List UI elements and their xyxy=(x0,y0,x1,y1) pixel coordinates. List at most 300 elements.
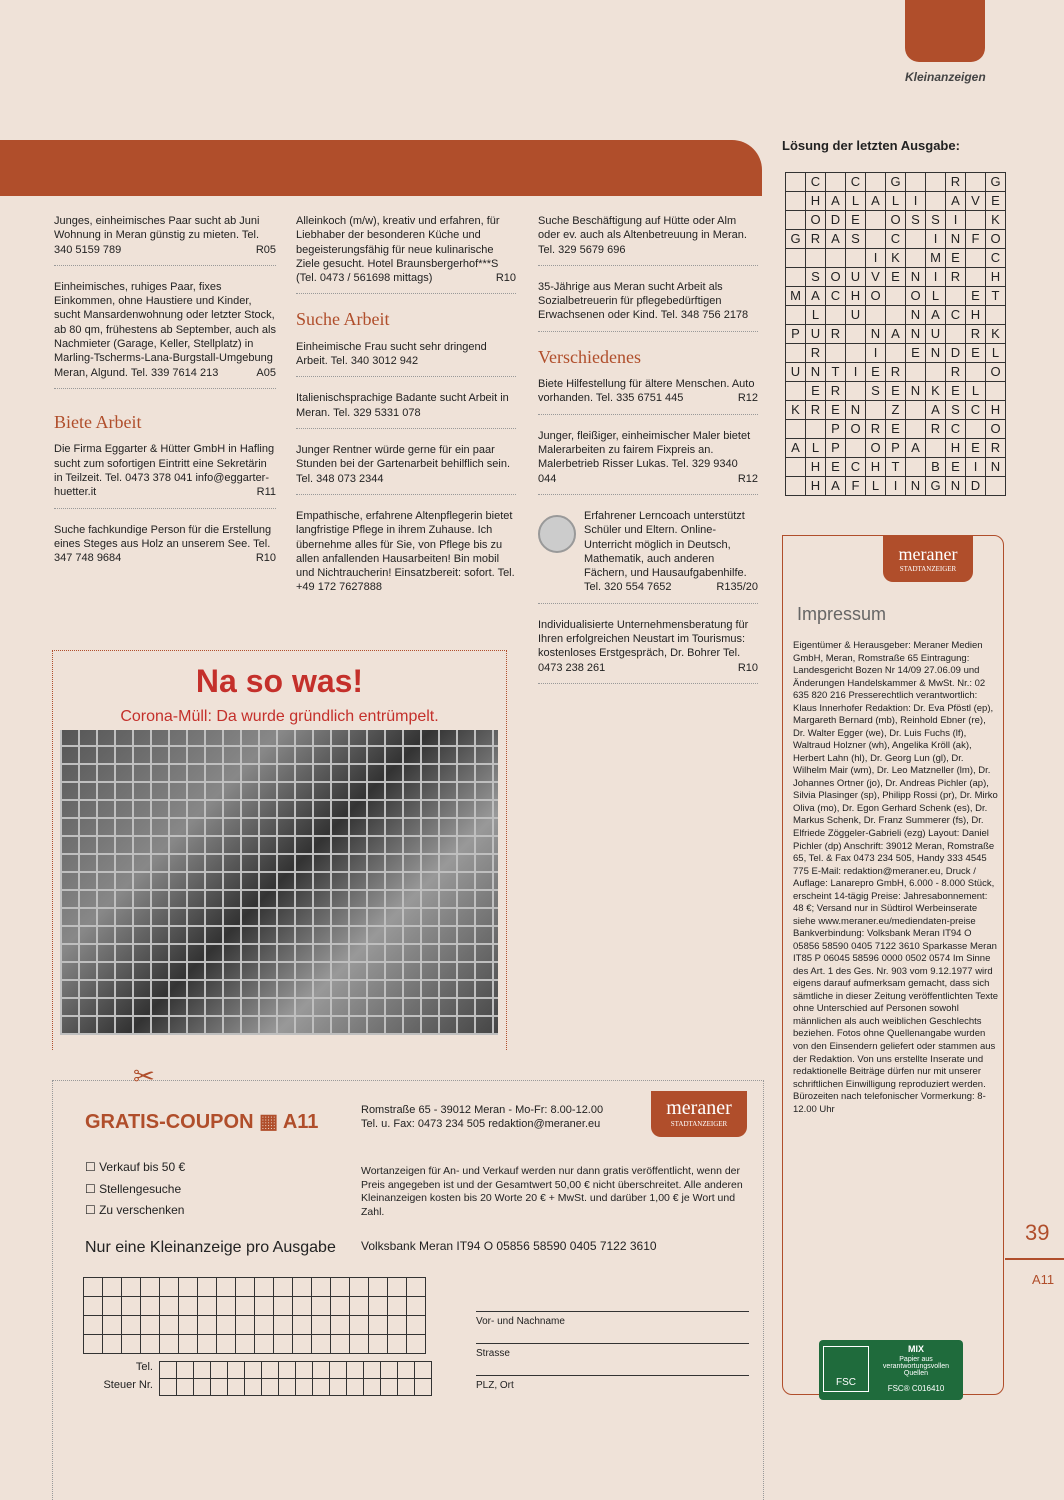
crossword-cell xyxy=(966,249,986,268)
text-grid[interactable] xyxy=(83,1277,426,1354)
grid-cell[interactable] xyxy=(141,1335,160,1354)
crossword-cell: U xyxy=(786,363,806,382)
ad-item: Erfahrener Lerncoach unterstützt Schüler und Eltern. Online-Unterricht möglich in Deutsch, Mathematik, auch anderen Fächern, und Hausaufgabenhilfe. Tel. 320 554 7652 R135/20 xyxy=(538,509,758,604)
heading-suche-arbeit: Suche Arbeit xyxy=(296,309,390,330)
scissors-icon: ✂ xyxy=(133,1061,155,1091)
grid-cell[interactable] xyxy=(255,1316,274,1335)
grid-cell[interactable] xyxy=(331,1278,350,1297)
page-number: 39 xyxy=(1025,1220,1050,1245)
grid-cell[interactable] xyxy=(236,1297,255,1316)
grid-cell[interactable] xyxy=(228,1362,245,1379)
grid-cell[interactable] xyxy=(364,1362,381,1379)
crossword-cell: L xyxy=(886,192,906,211)
grid-cell[interactable] xyxy=(211,1379,228,1396)
crossword-cell: O xyxy=(886,211,906,230)
ad-item: Einheimisches, ruhiges Paar, fixes Einkommen, ohne Haustiere und Kinder, sucht Mansardenwohnung oder letzter Stock, ab 80 qm, frühestens ab September, auch als Nachmieter (Garage, Keller, Stellplatz) in Marling-Tscherms-Lana-Burgstall-Umgebung Meran, Algund. Tel. 339 7614 213 A05 xyxy=(54,280,276,389)
crossword-cell: O xyxy=(846,420,866,439)
ad-item: Junger, fleißiger, einheimischer Maler bietet Malerarbeiten zu fairem Fixpreis an. Malerbetrieb Risser Lukas. Tel. 329 9340 044 R12 xyxy=(538,429,758,495)
crossword-cell: S xyxy=(906,211,926,230)
crossword-cell: E xyxy=(806,382,826,401)
crossword-cell: S xyxy=(846,230,866,249)
crossword-cell: N xyxy=(846,401,866,420)
grid-cell[interactable] xyxy=(103,1278,122,1297)
crossword-cell: N xyxy=(906,477,926,496)
crossword-cell xyxy=(786,173,806,192)
crossword-cell: A xyxy=(926,401,946,420)
crossword-cell: C xyxy=(986,249,1006,268)
grid-cell[interactable] xyxy=(369,1316,388,1335)
crossword-cell xyxy=(986,382,1006,401)
crossword-cell: I xyxy=(906,192,926,211)
grid-cell[interactable] xyxy=(198,1316,217,1335)
fsc-logo-icon: FSC xyxy=(823,1346,869,1392)
crossword-cell: R xyxy=(826,325,846,344)
crossword-cell: L xyxy=(806,439,826,458)
grid-cell[interactable] xyxy=(350,1297,369,1316)
crossword-cell xyxy=(786,477,806,496)
crossword-cell: K xyxy=(986,325,1006,344)
crossword-cell: D xyxy=(966,477,986,496)
grid-cell[interactable] xyxy=(388,1316,407,1335)
crossword-cell: E xyxy=(886,420,906,439)
crossword-cell: N xyxy=(906,325,926,344)
crossword-cell: E xyxy=(966,287,986,306)
crossword-cell: K xyxy=(786,401,806,420)
crossword-cell: I xyxy=(946,211,966,230)
crossword-cell: L xyxy=(846,192,866,211)
crossword-cell: L xyxy=(966,382,986,401)
grid-cell[interactable] xyxy=(274,1278,293,1297)
grid-cell[interactable] xyxy=(217,1297,236,1316)
grid-cell[interactable] xyxy=(84,1316,103,1335)
crossword-cell: R xyxy=(826,382,846,401)
grid-cell[interactable] xyxy=(84,1297,103,1316)
grid-cell[interactable] xyxy=(122,1297,141,1316)
grid-cell[interactable] xyxy=(279,1379,296,1396)
grid-cell[interactable] xyxy=(103,1335,122,1354)
crossword-cell: G xyxy=(786,230,806,249)
grid-cell[interactable] xyxy=(312,1316,331,1335)
crossword-cell: N xyxy=(986,458,1006,477)
crossword-cell: R xyxy=(926,420,946,439)
ad-item: Alleinkoch (m/w), kreativ und erfahren, für Liebhaber der besonderen Küche und begeisterungsfähig für neue kulinarische Ziele gesucht. Hotel Braunsbergerhof***S (Tel. 0473 / 561698 mittags) R10 xyxy=(296,214,516,294)
crossword-cell: A xyxy=(866,192,886,211)
grid-cell[interactable] xyxy=(369,1297,388,1316)
grid-cell[interactable] xyxy=(103,1297,122,1316)
grid-cell[interactable] xyxy=(381,1379,398,1396)
crossword-cell: O xyxy=(986,420,1006,439)
grid-cell[interactable] xyxy=(313,1379,330,1396)
crossword-cell: R xyxy=(946,173,966,192)
grid-cell[interactable] xyxy=(194,1379,211,1396)
grid-cell[interactable] xyxy=(122,1316,141,1335)
grid-cell[interactable] xyxy=(179,1297,198,1316)
grid-cell[interactable] xyxy=(388,1335,407,1354)
grid-cell[interactable] xyxy=(245,1379,262,1396)
crossword-cell: R xyxy=(866,420,886,439)
grid-cell[interactable] xyxy=(350,1335,369,1354)
crossword-cell: P xyxy=(826,420,846,439)
impressum-logo: meraner STADTANZEIGER xyxy=(883,536,973,582)
grid-cell[interactable] xyxy=(296,1379,313,1396)
grid-cell[interactable] xyxy=(312,1335,331,1354)
heading-biete-arbeit: Biete Arbeit xyxy=(54,411,142,432)
crossword-cell xyxy=(966,173,986,192)
crossword-cell: H xyxy=(806,477,826,496)
fsc-badge: FSC MIX Papier aus verantwortungsvollen Quellen FSC® C016410 xyxy=(819,1340,963,1400)
heading-verschiedenes: Verschiedenes xyxy=(538,346,641,367)
crossword-cell: N xyxy=(906,268,926,287)
crossword-cell: C xyxy=(886,230,906,249)
crossword-cell xyxy=(946,287,966,306)
crossword-solution xyxy=(785,172,1006,496)
crossword-cell xyxy=(866,401,886,420)
seal-icon xyxy=(538,515,576,553)
grid-cell[interactable] xyxy=(381,1362,398,1379)
section-tab xyxy=(905,0,985,62)
crossword-cell xyxy=(946,325,966,344)
grid-cell[interactable] xyxy=(312,1278,331,1297)
coupon-title: GRATIS-COUPON ▦ A11 xyxy=(85,1111,319,1133)
grid-cell[interactable] xyxy=(236,1316,255,1335)
grid-cell[interactable] xyxy=(262,1379,279,1396)
ad-item: Biete Hilfestellung für ältere Menschen. Auto vorhanden. Tel. 335 6751 445 R12 xyxy=(538,377,758,415)
crossword-cell xyxy=(846,439,866,458)
grid-cell[interactable] xyxy=(293,1278,312,1297)
crossword-cell: C xyxy=(826,287,846,306)
grid-cell[interactable] xyxy=(179,1316,198,1335)
logo: meraner STADTANZEIGER xyxy=(651,1091,747,1137)
coupon-address: Romstraße 65 - 39012 Meran - Mo-Fr: 8.00-12.00 Tel. u. Fax: 0473 234 505 redaktion@meraner.eu xyxy=(361,1104,604,1131)
crossword-cell: I xyxy=(866,249,886,268)
grid-cell[interactable] xyxy=(293,1335,312,1354)
crossword-cell: M xyxy=(926,249,946,268)
crossword-cell: L xyxy=(986,344,1006,363)
crossword-cell: A xyxy=(906,439,926,458)
crossword-cell: N xyxy=(926,344,946,363)
grid-cell[interactable] xyxy=(179,1335,198,1354)
crossword-cell xyxy=(906,458,926,477)
crossword-cell: O xyxy=(986,230,1006,249)
grid-cell[interactable] xyxy=(160,1278,179,1297)
crossword-cell: E xyxy=(946,249,966,268)
grid-cell[interactable] xyxy=(407,1316,426,1335)
grid-cell[interactable] xyxy=(293,1316,312,1335)
crossword-cell: H xyxy=(846,287,866,306)
grid-cell[interactable] xyxy=(255,1297,274,1316)
tel-tax-grid[interactable] xyxy=(159,1361,432,1396)
grid-cell[interactable] xyxy=(274,1297,293,1316)
crossword-cell xyxy=(926,192,946,211)
crossword-cell xyxy=(786,268,806,287)
grid-cell[interactable] xyxy=(211,1362,228,1379)
column-3 xyxy=(538,214,758,698)
crossword-cell xyxy=(846,249,866,268)
grid-cell[interactable] xyxy=(122,1335,141,1354)
crossword-cell: N xyxy=(906,382,926,401)
crossword-cell: T xyxy=(826,363,846,382)
crossword-cell: H xyxy=(946,439,966,458)
crossword-cell: H xyxy=(806,192,826,211)
grid-cell[interactable] xyxy=(296,1362,313,1379)
crossword-cell: K xyxy=(886,249,906,268)
grid-cell[interactable] xyxy=(245,1362,262,1379)
crossword-cell: T xyxy=(886,458,906,477)
grid-cell[interactable] xyxy=(160,1379,177,1396)
grid-cell[interactable] xyxy=(293,1297,312,1316)
grid-cell[interactable] xyxy=(398,1379,415,1396)
grid-cell[interactable] xyxy=(330,1362,347,1379)
crossword-cell xyxy=(786,211,806,230)
checkbox-stellengesuche[interactable]: ☐ Stellengesuche xyxy=(85,1181,182,1196)
crossword-cell: E xyxy=(946,382,966,401)
crossword-cell xyxy=(786,382,806,401)
crossword-cell: N xyxy=(946,477,966,496)
grid-cell[interactable] xyxy=(312,1297,331,1316)
coupon xyxy=(52,1061,764,1500)
grid-cell[interactable] xyxy=(141,1316,160,1335)
crossword-cell: C xyxy=(806,173,826,192)
crossword-cell: C xyxy=(966,401,986,420)
ad-item: Suche fachkundige Person für die Erstellung eines Steges aus Holz an unserem See. Tel. 347 748 9684 R10 xyxy=(54,523,276,565)
crossword-cell: T xyxy=(986,287,1006,306)
crossword-cell xyxy=(906,401,926,420)
grid-cell[interactable] xyxy=(262,1362,279,1379)
crossword-cell xyxy=(826,249,846,268)
grid-cell[interactable] xyxy=(141,1297,160,1316)
crossword-cell: G xyxy=(986,173,1006,192)
grid-cell[interactable] xyxy=(350,1316,369,1335)
grid-cell[interactable] xyxy=(160,1297,179,1316)
page-code: A11 xyxy=(1032,1272,1055,1287)
crossword-cell: I xyxy=(866,344,886,363)
crossword-cell xyxy=(826,344,846,363)
crossword-cell xyxy=(886,344,906,363)
crossword-cell xyxy=(986,306,1006,325)
crossword-cell: O xyxy=(986,363,1006,382)
crossword-cell xyxy=(886,287,906,306)
crossword-cell: A xyxy=(946,192,966,211)
grid-cell[interactable] xyxy=(407,1335,426,1354)
street-field[interactable]: Strasse xyxy=(476,1343,749,1359)
crossword-cell: D xyxy=(946,344,966,363)
coupon-limit: Nur eine Kleinanzeige pro Ausgabe xyxy=(85,1239,336,1256)
crossword-cell: N xyxy=(906,306,926,325)
grid-cell[interactable] xyxy=(274,1335,293,1354)
checkbox-verkauf[interactable]: ☐ Verkauf bis 50 € xyxy=(85,1160,186,1174)
crossword-cell: C xyxy=(846,458,866,477)
crossword-cell: E xyxy=(886,382,906,401)
crossword-cell: V xyxy=(966,192,986,211)
grid-cell[interactable] xyxy=(198,1335,217,1354)
crossword-cell xyxy=(966,268,986,287)
crossword-cell: H xyxy=(866,458,886,477)
grid-cell[interactable] xyxy=(198,1297,217,1316)
crossword-cell xyxy=(786,420,806,439)
grid-cell[interactable] xyxy=(179,1278,198,1297)
crossword-cell: O xyxy=(906,287,926,306)
crossword-cell: H xyxy=(966,306,986,325)
impressum-text: Eigentümer & Herausgeber: Meraner Medien GmbH, Meran, Romstraße 65 Eintragung: Landesgericht Bozen Nr 14/09 27.06.09 und Änderungen Handelskammer & MwSt. Nr.: 02 635 820 216 Presserechtlich verantwortlich: Klaus Innerhofer Redaktion: Dr. Eva Pföstl (ep), Margareth Bernard (mb), Reinhold Ebner (re), Dr. Walter Egger (we), Dr. Luis Fuchs (lf), Waltraud Holzner (wh), Angelika Kröll (ak), Herbert Lahn (hl), Dr. Georg Lun (gl), Dr. Wilhelm Mair (wm), Dr. Leo Matzneller (lm), Dr. Johannes Ortner (jo), Dr. Andreas Pichler (ap), Silvia Plasinger (sp), Philipp Rossi (pr), Dr. Mirko Oliva (mo), Dr. Egon Gerhard Schenk (es), Dr. Markus Schenk, Dr. Franz Summerer (fs), Dr. Elfriede Zöggeler-Gabrieli (ezg) Layout: Daniel Pichler (dp) Anschrift: 39012 Meran, Romstraße 65, Tel. & Fax 0473 234 505, Handy 333 4545 775 E-Mail: redaktion@meraner.eu, Druck / Auflage: Lanarepro GmbH, 6.000 - 8.000 Stück, erscheint 14-tägig Preise: Jahresabonnement: 48 €; Versand nur in Südtirol Werbeinserate siehe www.meraner.eu/mediendaten-preise Bankverbindung: Volksbank Meran IT94 O 05856 58590 0405 7122 3610 Sparkasse Meran IT85 P 06045 58596 0000 0502 0574 Im Sinne des Art. 1 des Ges. Nr. 903 vom 9.12.1977 wird eigens darauf aufmerksam gemacht, dass sich sämtliche in dieser Zeitung veröffentlichten Texte ohne Unterschied auf Personen sowohl männlichen als auch weiblichen Geschlechts beziehen. Fotos ohne Quellenangabe wurden von den Einsendern geliefert oder stammen aus der Redaktion. Von uns erstellte Inserate und redaktionelle Beiträge dürfen nur mit unserer schriftlichen Einwilligung reproduziert werden. Bürozeiten nach telefonischer Vormerkung: 8-12.00 Uhr xyxy=(793,640,999,1115)
grid-cell[interactable] xyxy=(330,1379,347,1396)
crossword-cell: C xyxy=(946,306,966,325)
tel-label: Tel. xyxy=(135,1361,153,1373)
crossword-cell: U xyxy=(846,268,866,287)
grid-cell[interactable] xyxy=(331,1297,350,1316)
crossword-cell: M xyxy=(786,287,806,306)
crossword-cell xyxy=(786,306,806,325)
crossword-cell: E xyxy=(886,268,906,287)
grid-cell[interactable] xyxy=(236,1278,255,1297)
crossword-cell: P xyxy=(826,439,846,458)
grid-cell[interactable] xyxy=(313,1362,330,1379)
feature-photo xyxy=(60,730,498,1035)
crossword-cell: A xyxy=(886,325,906,344)
crossword-cell: N xyxy=(946,230,966,249)
crossword-cell: R xyxy=(986,439,1006,458)
crossword-cell: R xyxy=(806,344,826,363)
crossword-cell xyxy=(786,344,806,363)
grid-cell[interactable] xyxy=(194,1362,211,1379)
ad-item: Die Firma Eggarter & Hütter GmbH in Hafling sucht zum sofortigen Eintritt eine Sekretärin in Teilzeit. Tel. 0473 378 041 info@eggarter-huetter.it R11 xyxy=(54,442,276,508)
crossword-cell: N xyxy=(866,325,886,344)
crossword-cell: N xyxy=(806,363,826,382)
grid-cell[interactable] xyxy=(103,1316,122,1335)
grid-cell[interactable] xyxy=(217,1335,236,1354)
crossword-cell: E xyxy=(986,192,1006,211)
crossword-cell: O xyxy=(866,287,886,306)
crossword-cell xyxy=(786,249,806,268)
crossword-cell: D xyxy=(826,211,846,230)
crossword-cell: E xyxy=(866,363,886,382)
grid-cell[interactable] xyxy=(369,1335,388,1354)
crossword-cell xyxy=(806,420,826,439)
crossword-cell: E xyxy=(826,401,846,420)
grid-cell[interactable] xyxy=(217,1316,236,1335)
crossword-cell xyxy=(926,439,946,458)
crossword-cell: P xyxy=(786,325,806,344)
crossword-cell xyxy=(926,363,946,382)
grid-cell[interactable] xyxy=(364,1379,381,1396)
coupon-icon: ▦ xyxy=(259,1111,278,1133)
grid-cell[interactable] xyxy=(388,1278,407,1297)
grid-cell[interactable] xyxy=(141,1278,160,1297)
crossword-cell xyxy=(906,420,926,439)
crossword-cell: I xyxy=(846,363,866,382)
crossword-cell xyxy=(826,173,846,192)
ad-item: Junges, einheimisches Paar sucht ab Juni Wohnung in Meran günstig zu mieten. Tel. 340 5159 789 R05 xyxy=(54,214,276,266)
crossword-cell: U xyxy=(926,325,946,344)
grid-cell[interactable] xyxy=(369,1278,388,1297)
grid-cell[interactable] xyxy=(84,1335,103,1354)
crossword-cell: C xyxy=(846,173,866,192)
grid-cell[interactable] xyxy=(160,1362,177,1379)
grid-cell[interactable] xyxy=(347,1362,364,1379)
crossword-cell: E xyxy=(846,211,866,230)
grid-cell[interactable] xyxy=(331,1335,350,1354)
impressum-box xyxy=(782,535,1004,1395)
grid-cell[interactable] xyxy=(198,1278,217,1297)
crossword-cell xyxy=(906,363,926,382)
crossword-cell: R xyxy=(946,268,966,287)
crossword-cell: K xyxy=(986,211,1006,230)
grid-cell[interactable] xyxy=(217,1278,236,1297)
grid-cell[interactable] xyxy=(388,1297,407,1316)
crossword-cell: R xyxy=(886,363,906,382)
grid-cell[interactable] xyxy=(160,1335,179,1354)
grid-cell[interactable] xyxy=(255,1335,274,1354)
name-field[interactable]: Vor- und Nachname xyxy=(476,1311,749,1327)
crossword-cell: S xyxy=(866,382,886,401)
grid-cell[interactable] xyxy=(236,1335,255,1354)
crossword-cell: P xyxy=(886,439,906,458)
grid-cell[interactable] xyxy=(228,1379,245,1396)
grid-cell[interactable] xyxy=(331,1316,350,1335)
ad-item: Individualisierte Unternehmensberatung für Ihren erfolgreichen Neustart im Tourismus: kostenloses Erstgespräch, Dr. Bohrer Tel. 0473 238 261 R10 xyxy=(538,618,758,684)
city-field[interactable]: PLZ, Ort xyxy=(476,1375,749,1391)
crossword-cell xyxy=(866,230,886,249)
grid-cell[interactable] xyxy=(398,1362,415,1379)
crossword-cell: E xyxy=(966,344,986,363)
crossword-cell xyxy=(906,249,926,268)
crossword-cell: A xyxy=(786,439,806,458)
ad-item: Italienischsprachige Badante sucht Arbeit in Meran. Tel. 329 5331 078 xyxy=(296,391,516,429)
grid-cell[interactable] xyxy=(415,1379,432,1396)
grid-cell[interactable] xyxy=(415,1362,432,1379)
grid-cell[interactable] xyxy=(279,1362,296,1379)
grid-cell[interactable] xyxy=(407,1278,426,1297)
grid-cell[interactable] xyxy=(84,1278,103,1297)
grid-cell[interactable] xyxy=(347,1379,364,1396)
checkbox-verschenken[interactable]: ☐ Zu verschenken xyxy=(85,1203,185,1218)
tax-label: Steuer Nr. xyxy=(103,1379,153,1391)
grid-cell[interactable] xyxy=(177,1362,194,1379)
crossword-cell: S xyxy=(806,268,826,287)
crossword-cell xyxy=(906,173,926,192)
crossword-cell xyxy=(966,420,986,439)
crossword-cell: H xyxy=(986,401,1006,420)
coupon-bank: Volksbank Meran IT94 O 05856 58590 0405 7122 3610 xyxy=(361,1239,657,1253)
grid-cell[interactable] xyxy=(255,1278,274,1297)
crossword-cell: S xyxy=(926,211,946,230)
crossword-cell xyxy=(786,458,806,477)
grid-cell[interactable] xyxy=(407,1297,426,1316)
crossword-cell: G xyxy=(926,477,946,496)
feature-title: Na so was! xyxy=(195,663,364,699)
grid-cell[interactable] xyxy=(160,1316,179,1335)
crossword-cell: S xyxy=(946,401,966,420)
crossword-cell xyxy=(966,211,986,230)
coupon-options xyxy=(85,1157,185,1222)
grid-cell[interactable] xyxy=(274,1316,293,1335)
crossword-cell: R xyxy=(806,230,826,249)
crossword-cell xyxy=(926,173,946,192)
crossword-cell xyxy=(986,477,1006,496)
crossword-cell: A xyxy=(826,477,846,496)
grid-cell[interactable] xyxy=(122,1278,141,1297)
solution-title: Lösung der letzten Ausgabe: xyxy=(782,138,960,153)
crossword-cell xyxy=(806,249,826,268)
ad-item: Junger Rentner würde gerne für ein paar Stunden bei der Gartenarbeit behilflich sein. Tel. 348 073 2344 xyxy=(296,443,516,495)
grid-cell[interactable] xyxy=(350,1278,369,1297)
page-divider xyxy=(1005,1258,1064,1260)
grid-cell[interactable] xyxy=(177,1379,194,1396)
crossword-cell xyxy=(906,230,926,249)
crossword-cell: U xyxy=(806,325,826,344)
crossword-cell: I xyxy=(966,458,986,477)
crossword-cell: C xyxy=(946,420,966,439)
crossword-cell xyxy=(846,382,866,401)
